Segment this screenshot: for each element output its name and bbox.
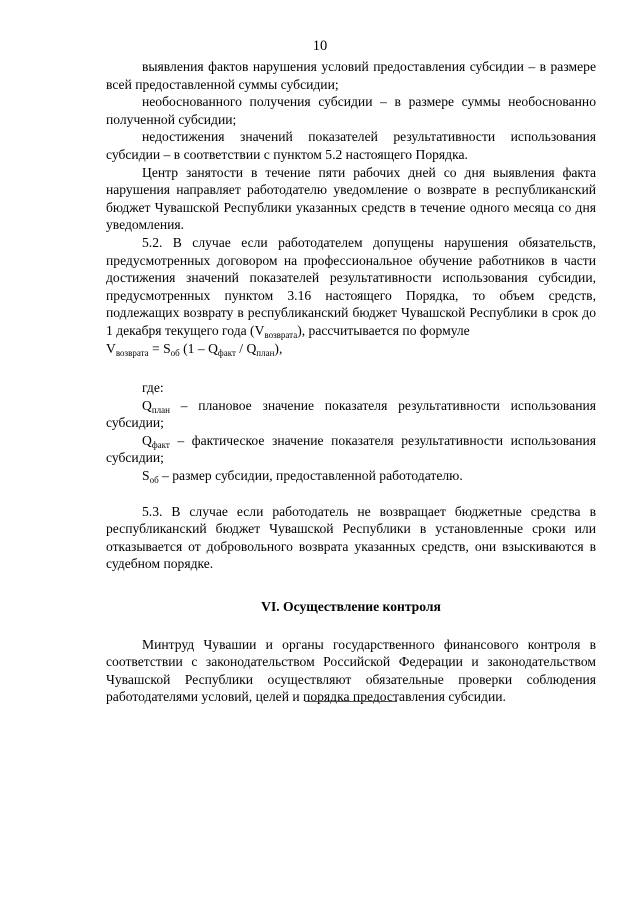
qfakt-subscript: факт: [151, 439, 170, 450]
definition-sob: [106, 467, 596, 485]
divider-line: [305, 701, 397, 702]
paragraph-5-2-text: 5.2. В случае если работодателем допущены нарушения обязательств, предусмотренных договором на профессиональное обучение работников в части достижения значений показателей результативности использования субсидии, предусмотренных пунктом 3.16 настоящего Порядка, то объем средств, подлежащих возврату в республиканский бюджет Чувашской Республики в срок до 1 декабря текущего года (V: [106, 234, 596, 338]
where-label: где:: [142, 380, 164, 396]
paragraph-5-2: [106, 234, 596, 340]
qplan-subscript: план: [151, 404, 170, 415]
paragraph-violations: выявления фактов нарушения условий предоставления субсидии – в размере всей предоставленной суммы субсидии;: [106, 59, 596, 92]
sob-text: – размер субсидии, предоставленной работодателю.: [158, 468, 463, 484]
paragraph-5-2-tail: ), рассчитывается по формуле: [297, 322, 470, 338]
formula-slash: / Q: [235, 340, 257, 356]
paragraph-non-achievement: недостижения значений показателей результативности использования субсидии – в соответствии с пунктом 5.2 настоящего Порядка.: [106, 129, 596, 162]
formula-s-sub: об: [170, 347, 180, 358]
paragraph-control: Минтруд Чувашии и органы государственного финансового контроля в соответствии с законодательством Российской Федерации и законодательством Чувашской Республики осуществляют обязательные проверки соблюдения работодателями условий, целей и порядка предоставления субсидии.: [106, 636, 596, 705]
formula-qf-sub: факт: [217, 347, 236, 358]
formula-mid: (1 – Q: [179, 340, 218, 356]
return-formula: [106, 340, 596, 358]
paragraph-5-3: 5.3. В случае если работодатель не возвращает бюджетные средства в республиканский бюджет Чувашской Республики в установленные сроки или отказывается от добровольного возврата указанных средств, они взыскиваются в судебном порядке.: [106, 503, 596, 572]
definition-qfakt: [106, 432, 596, 467]
qplan-text: – плановое значение показателя результативности использования субсидии;: [106, 397, 596, 431]
paragraph-notification: Центр занятости в течение пяти рабочих дней со дня выявления факта нарушения направляет работодателю уведомление о возврате в республиканский бюджет Чувашской Республики указанных средств в течение одного месяца со дня уведомления.: [106, 164, 596, 233]
definition-qplan: [106, 397, 596, 432]
document-body: [106, 58, 596, 706]
sob-subscript: об: [149, 475, 159, 486]
formula-v-sub: возврата: [115, 347, 149, 358]
qfakt-text: – фактическое значение показателя результативности использования субсидии;: [106, 432, 596, 466]
qfakt-symbol: Q: [142, 432, 152, 448]
formula-qp-sub: план: [256, 347, 275, 358]
paragraph-unjustified: необоснованного получения субсидии – в размере суммы необоснованно полученной субсидии;: [106, 94, 596, 127]
page-number: 10: [312, 38, 328, 54]
qplan-symbol: Q: [142, 397, 152, 413]
formula-end: ),: [274, 340, 283, 356]
formula-v: V: [106, 340, 116, 356]
formula-eq-s: = S: [148, 340, 171, 356]
sob-symbol: S: [142, 468, 150, 484]
section-heading: VI. Осуществление контроля: [261, 599, 441, 615]
v-return-subscript: возврата: [264, 329, 298, 340]
